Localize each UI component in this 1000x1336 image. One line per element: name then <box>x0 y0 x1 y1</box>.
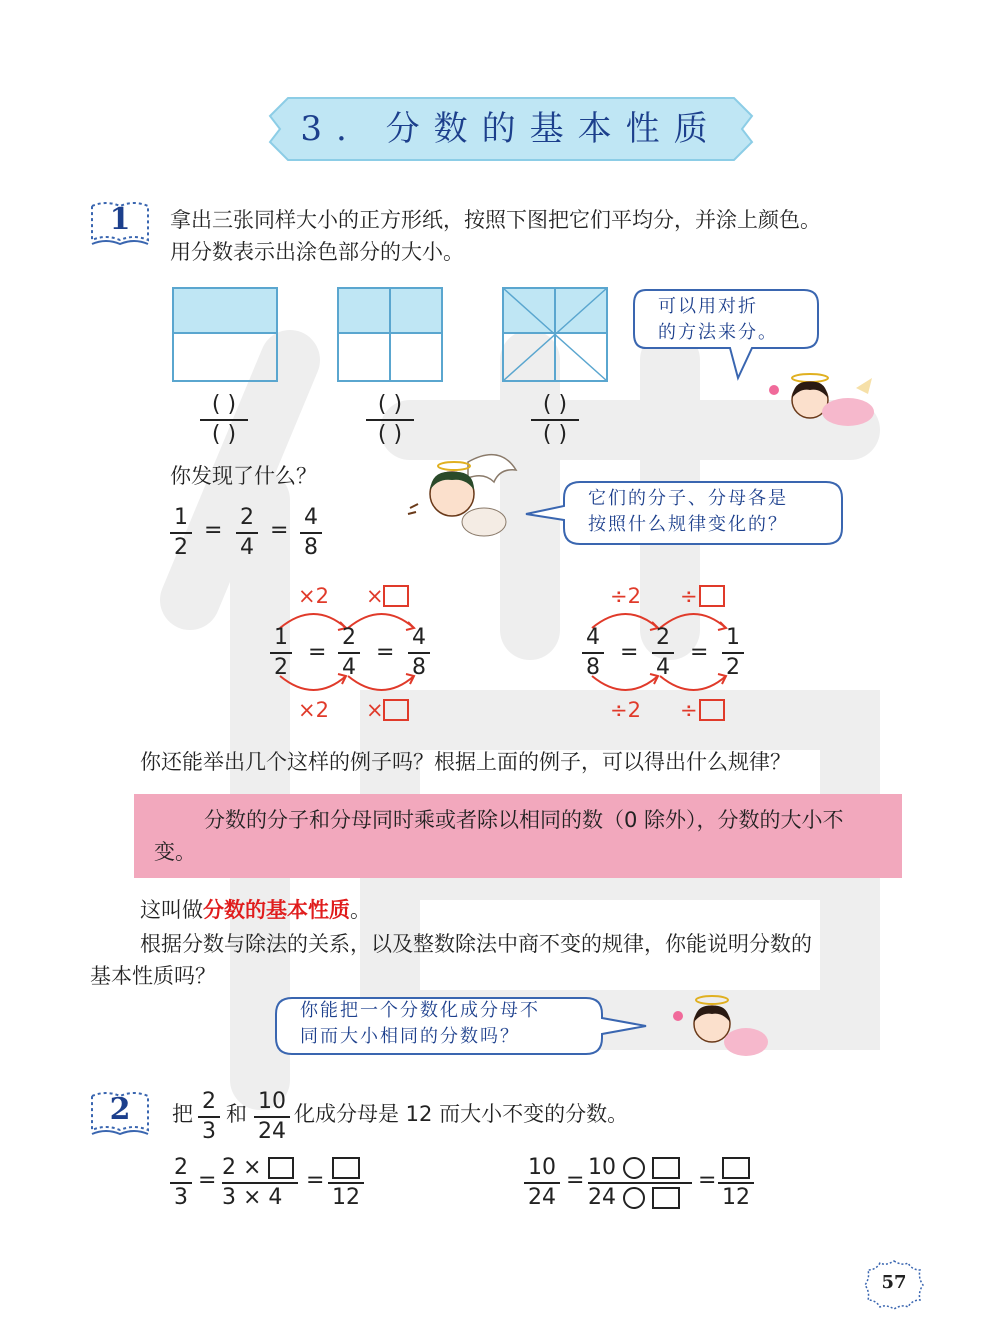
page-title: 3. 分数的基本性质 <box>300 109 722 149</box>
divide-diagram <box>576 580 756 730</box>
fraction-bar <box>722 652 744 654</box>
frac-1-2 <box>170 506 192 560</box>
frac-4-8 <box>408 626 430 680</box>
numerator: 2 <box>202 1089 216 1114</box>
answer-box[interactable] <box>332 1157 360 1179</box>
exercise-1-badge <box>88 200 152 252</box>
multiply-diagram <box>264 580 444 730</box>
property-name-line <box>140 894 371 926</box>
fraction-bar <box>254 1116 290 1118</box>
denominator-value: 24 <box>588 1185 616 1210</box>
ex2-mid: 和 <box>226 1102 247 1126</box>
equals-sign: = <box>690 640 709 665</box>
angel-boy-illustration <box>404 448 522 548</box>
property-prefix: 这叫做 <box>140 898 203 922</box>
numerator: 1 <box>274 625 288 650</box>
denominator-expression: 3 × 4 <box>222 1185 283 1210</box>
page-number <box>862 1258 926 1312</box>
exercise-1-number: 1 <box>109 202 131 237</box>
multiply-top-2: × <box>366 584 384 608</box>
bubble3-line2: 同而大小相同的分数吗？ <box>300 1026 520 1047</box>
equals-sign: = <box>198 1168 217 1193</box>
frac-2-3 <box>170 1156 192 1210</box>
answer-blank-2[interactable] <box>362 392 418 448</box>
denominator: 3 <box>174 1185 188 1210</box>
denominator: 4 <box>240 535 254 560</box>
answer-box[interactable] <box>652 1157 680 1179</box>
rule-text: 分数的分子和分母同时乘或者除以相同的数（0 除外），分数的大小不变。 <box>154 808 844 864</box>
fraction-bar <box>338 652 360 654</box>
fraction-bar <box>200 419 248 421</box>
numerator: 2 <box>240 505 254 530</box>
numerator-value: 10 <box>588 1155 616 1180</box>
numerator: 4 <box>586 625 600 650</box>
equals-sign: = <box>204 518 223 543</box>
fraction-bar <box>531 419 579 421</box>
square-eighths <box>503 288 607 381</box>
fraction-bar <box>170 1182 192 1184</box>
blank-numerator: ( ) <box>211 392 237 417</box>
numerator <box>222 1156 298 1180</box>
fraction-bar <box>652 652 674 654</box>
frac-2-4 <box>652 626 674 680</box>
explain-line2: 基本性质吗？ <box>90 964 216 988</box>
exercise-2-badge <box>88 1090 152 1142</box>
answer-box[interactable] <box>268 1157 294 1179</box>
frac-4-8 <box>300 506 322 560</box>
fraction-bar <box>588 1182 692 1184</box>
expansion-fraction <box>222 1156 298 1210</box>
fraction-bar <box>170 532 192 534</box>
bubble2-line2: 按照什么规律变化的？ <box>588 514 788 535</box>
denominator: 12 <box>722 1185 750 1210</box>
operator-circle[interactable] <box>623 1187 645 1209</box>
square-halves <box>173 288 277 381</box>
fraction-bar <box>408 652 430 654</box>
numerator: 2 <box>656 625 670 650</box>
property-term: 分数的基本性质 <box>203 898 350 922</box>
fraction-bar <box>524 1182 560 1184</box>
equals-sign: = <box>698 1168 717 1193</box>
numerator <box>588 1156 692 1180</box>
examples-question: 你还能举出几个这样的例子吗？根据上面的例子，可以得出什么规律？ <box>140 750 791 774</box>
numerator <box>718 1156 754 1180</box>
denominator: 4 <box>342 655 356 680</box>
denominator <box>588 1186 692 1210</box>
frac-1-2 <box>722 626 744 680</box>
denominator: 8 <box>586 655 600 680</box>
fraction-bar <box>198 1116 220 1118</box>
equals-sign: = <box>308 640 327 665</box>
angel-girl-illustration <box>668 990 772 1066</box>
blank-numerator: ( ) <box>542 392 568 417</box>
equals-sign: = <box>270 518 289 543</box>
fraction-bar <box>328 1182 364 1184</box>
multiply-top-1: ×2 <box>298 584 329 608</box>
frac-10-24 <box>254 1090 290 1144</box>
denominator: 12 <box>332 1185 360 1210</box>
denominator: 2 <box>274 655 288 680</box>
fraction-bar <box>366 419 414 421</box>
equals-sign: = <box>306 1168 325 1193</box>
discover-question: 你发现了什么？ <box>170 464 317 488</box>
answer-blank-3[interactable] <box>527 392 583 448</box>
property-suffix: 。 <box>350 898 371 922</box>
bubble1-line1: 可以用对折 <box>658 296 758 317</box>
result-fraction <box>718 1156 754 1210</box>
operator-circle[interactable] <box>623 1157 645 1179</box>
bubble1-line2: 的方法来分。 <box>658 322 778 343</box>
fraction-bar <box>270 652 292 654</box>
fraction-bar <box>236 532 258 534</box>
fraction-bar <box>718 1182 754 1184</box>
multiply-bottom-2: × <box>366 698 384 722</box>
denominator: 3 <box>202 1119 216 1144</box>
blank-denominator: ( ) <box>377 422 403 447</box>
answer-box[interactable] <box>722 1157 750 1179</box>
frac-2-4 <box>338 626 360 680</box>
denominator: 8 <box>304 535 318 560</box>
ex1-instruction-line2: 用分数表示出涂色部分的大小。 <box>170 240 464 264</box>
title-banner <box>268 96 754 162</box>
operation-fraction <box>588 1156 692 1210</box>
ex2-prefix: 把 <box>172 1102 193 1126</box>
denominator: 2 <box>726 655 740 680</box>
numerator: 1 <box>726 625 740 650</box>
numerator: 4 <box>304 505 318 530</box>
fraction-bar <box>222 1182 298 1184</box>
numerator: 10 <box>528 1155 556 1180</box>
numerator: 10 <box>258 1089 286 1114</box>
bubble2-line1: 它们的分子、分母各是 <box>588 488 788 509</box>
fraction-bar <box>582 652 604 654</box>
divide-top-1: ÷2 <box>610 584 641 608</box>
numerator-expression: 2 × <box>222 1155 262 1180</box>
ex1-instruction-line1: 拿出三张同样大小的正方形纸，按照下图把它们平均分，并涂上颜色。 <box>170 208 821 232</box>
frac-4-8 <box>582 626 604 680</box>
divide-bottom-1: ÷2 <box>610 698 641 722</box>
answer-blank-1[interactable] <box>196 392 252 448</box>
frac-2-4 <box>236 506 258 560</box>
page-number-text: 57 <box>881 1272 907 1293</box>
square-quarters <box>338 288 442 381</box>
numerator: 2 <box>174 1155 188 1180</box>
rule-box <box>134 794 902 878</box>
denominator: 4 <box>656 655 670 680</box>
explain-line1: 根据分数与除法的关系，以及整数除法中商不变的规律，你能说明分数的 <box>140 932 812 956</box>
multiply-bottom-1: ×2 <box>298 698 329 722</box>
divide-top-2: ÷ <box>680 584 698 608</box>
angel-girl-illustration <box>764 368 882 440</box>
blank-denominator: ( ) <box>542 422 568 447</box>
equals-sign: = <box>566 1168 585 1193</box>
fraction-bar <box>300 532 322 534</box>
frac-10-24 <box>524 1156 560 1210</box>
denominator: 24 <box>258 1119 286 1144</box>
ex2-suffix: 化成分母是 12 而大小不变的分数。 <box>294 1102 629 1126</box>
folded-squares <box>170 285 612 385</box>
numerator: 4 <box>412 625 426 650</box>
result-fraction <box>328 1156 364 1210</box>
answer-box[interactable] <box>652 1187 680 1209</box>
equals-sign: = <box>376 640 395 665</box>
frac-2-3 <box>198 1090 220 1144</box>
equals-sign: = <box>620 640 639 665</box>
bubble3-line1: 你能把一个分数化成分母不 <box>300 1000 540 1021</box>
blank-denominator: ( ) <box>211 422 237 447</box>
blank-numerator: ( ) <box>377 392 403 417</box>
numerator: 1 <box>174 505 188 530</box>
exercise-2-number: 2 <box>109 1092 131 1127</box>
denominator: 2 <box>174 535 188 560</box>
numerator <box>328 1156 364 1180</box>
divide-bottom-2: ÷ <box>680 698 698 722</box>
denominator: 8 <box>412 655 426 680</box>
frac-1-2 <box>270 626 292 680</box>
denominator: 24 <box>528 1185 556 1210</box>
numerator: 2 <box>342 625 356 650</box>
